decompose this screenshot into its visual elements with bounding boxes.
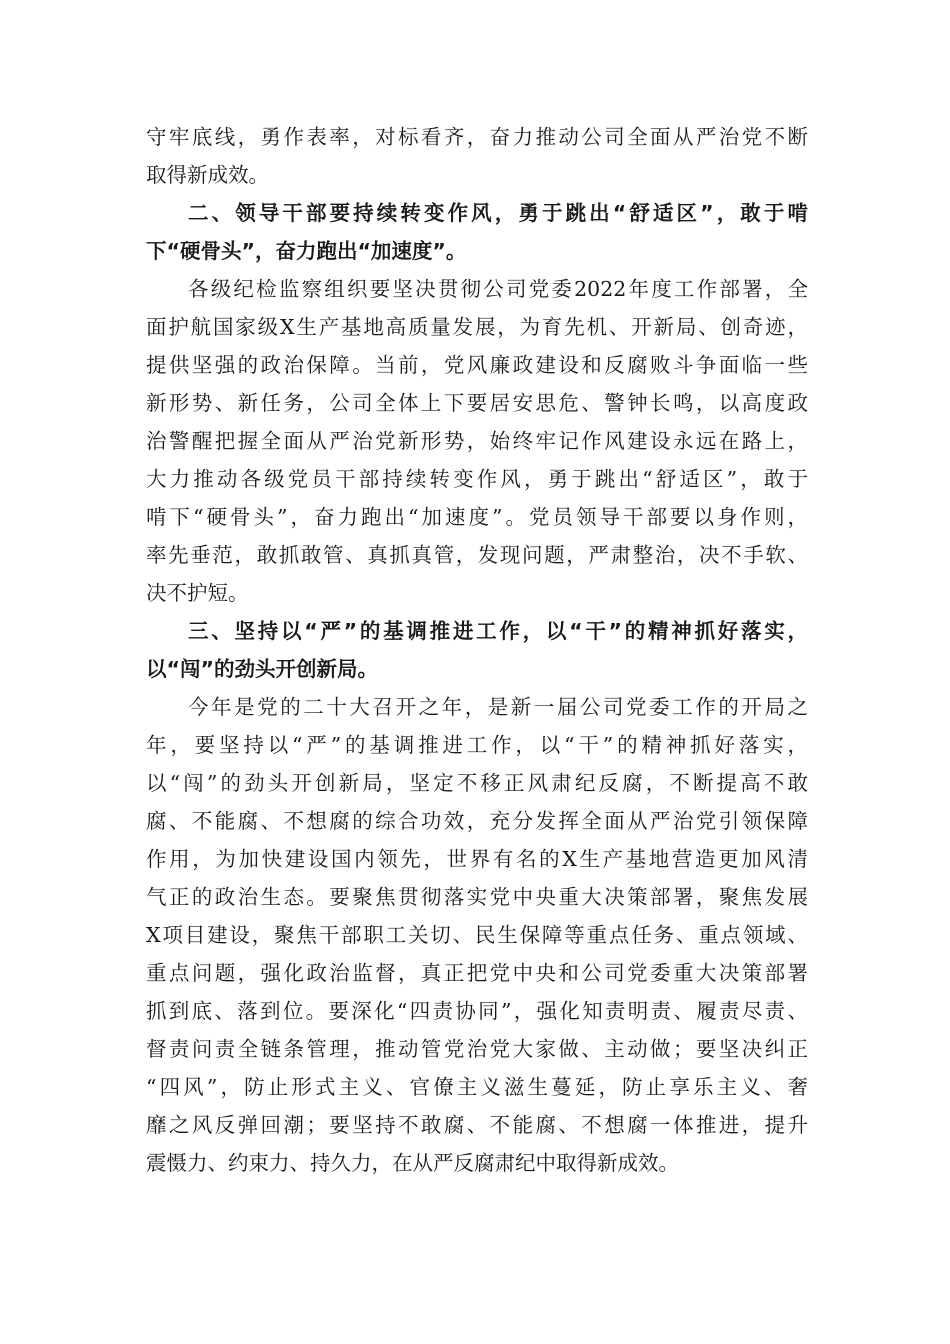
text-line: 各级纪检监察组织要坚决贯彻公司党委2022年度工作部署，全 — [188, 277, 808, 301]
text-line: 取得新成效。 — [146, 163, 269, 187]
text-line: 气正的政治生态。要聚焦贯彻落实党中央重大决策部署，聚焦发展 — [146, 885, 808, 909]
heading-line: 三、坚持以“严”的基调推进工作，以“干”的精神抓好落实， — [188, 619, 808, 643]
text-line: 年，要坚持以“严”的基调推进工作，以“干”的精神抓好落实， — [146, 733, 808, 757]
text-line: 治警醒把握全面从严治党新形势，始终牢记作风建设永远在路上， — [146, 429, 808, 453]
section-heading-3 — [146, 612, 808, 688]
text-line: 决不护短。 — [146, 581, 249, 605]
text-line: 率先垂范，敢抓敢管、真抓真管，发现问题，严肃整治，决不手软、 — [146, 543, 808, 567]
heading-line: 以“闯”的劲头开创新局。 — [146, 657, 378, 681]
text-line: 啃下“硬骨头”，奋力跑出“加速度”。党员领导干部要以身作则， — [146, 505, 808, 529]
text-line: X项目建设，聚焦干部职工关切、民生保障等重点任务、重点领域、 — [146, 923, 808, 947]
text-line: 震慑力、约束力、持久力，在从严反腐肃纪中取得新成效。 — [146, 1151, 679, 1175]
document-page — [146, 118, 808, 1182]
text-line: 新形势、新任务，公司全体上下要居安思危、警钟长鸣，以高度政 — [146, 391, 808, 415]
text-line: 督责问责全链条管理，推动管党治党大家做、主动做；要坚决纠正 — [146, 1037, 808, 1061]
text-line: 抓到底、落到位。要深化“四责协同”，强化知责明责、履责尽责、 — [146, 999, 808, 1023]
section-heading-2 — [146, 194, 808, 270]
text-line: 大力推动各级党员干部持续转变作风，勇于跳出“舒适区”，敢于 — [146, 467, 808, 491]
heading-line: 下“硬骨头”，奋力跑出“加速度”。 — [146, 239, 467, 263]
text-line: 守牢底线，勇作表率，对标看齐，奋力推动公司全面从严治党不断 — [146, 125, 808, 149]
text-line: 腐、不能腐、不想腐的综合功效，充分发挥全面从严治党引领保障 — [146, 809, 808, 833]
text-line: 提供坚强的政治保障。当前，党风廉政建设和反腐败斗争面临一些 — [146, 353, 808, 377]
body-paragraph — [146, 688, 808, 1182]
text-line: “四风”，防止形式主义、官僚主义滋生蔓延，防止享乐主义、奢 — [146, 1075, 808, 1099]
body-paragraph — [146, 270, 808, 612]
text-line: 今年是党的二十大召开之年，是新一届公司党委工作的开局之 — [188, 695, 808, 719]
heading-line: 二、领导干部要持续转变作风，勇于跳出“舒适区”，敢于啃 — [188, 201, 808, 225]
text-line: 靡之风反弹回潮；要坚持不敢腐、不能腐、不想腐一体推进，提升 — [146, 1113, 808, 1137]
body-paragraph — [146, 118, 808, 194]
text-line: 面护航国家级X生产基地高质量发展，为育先机、开新局、创奇迹， — [146, 315, 808, 339]
text-line: 作用，为加快建设国内领先，世界有名的X生产基地营造更加风清 — [146, 847, 808, 871]
text-line: 以“闯”的劲头开创新局，坚定不移正风肃纪反腐，不断提高不敢 — [146, 771, 808, 795]
text-line: 重点问题，强化政治监督，真正把党中央和公司党委重大决策部署 — [146, 961, 808, 985]
